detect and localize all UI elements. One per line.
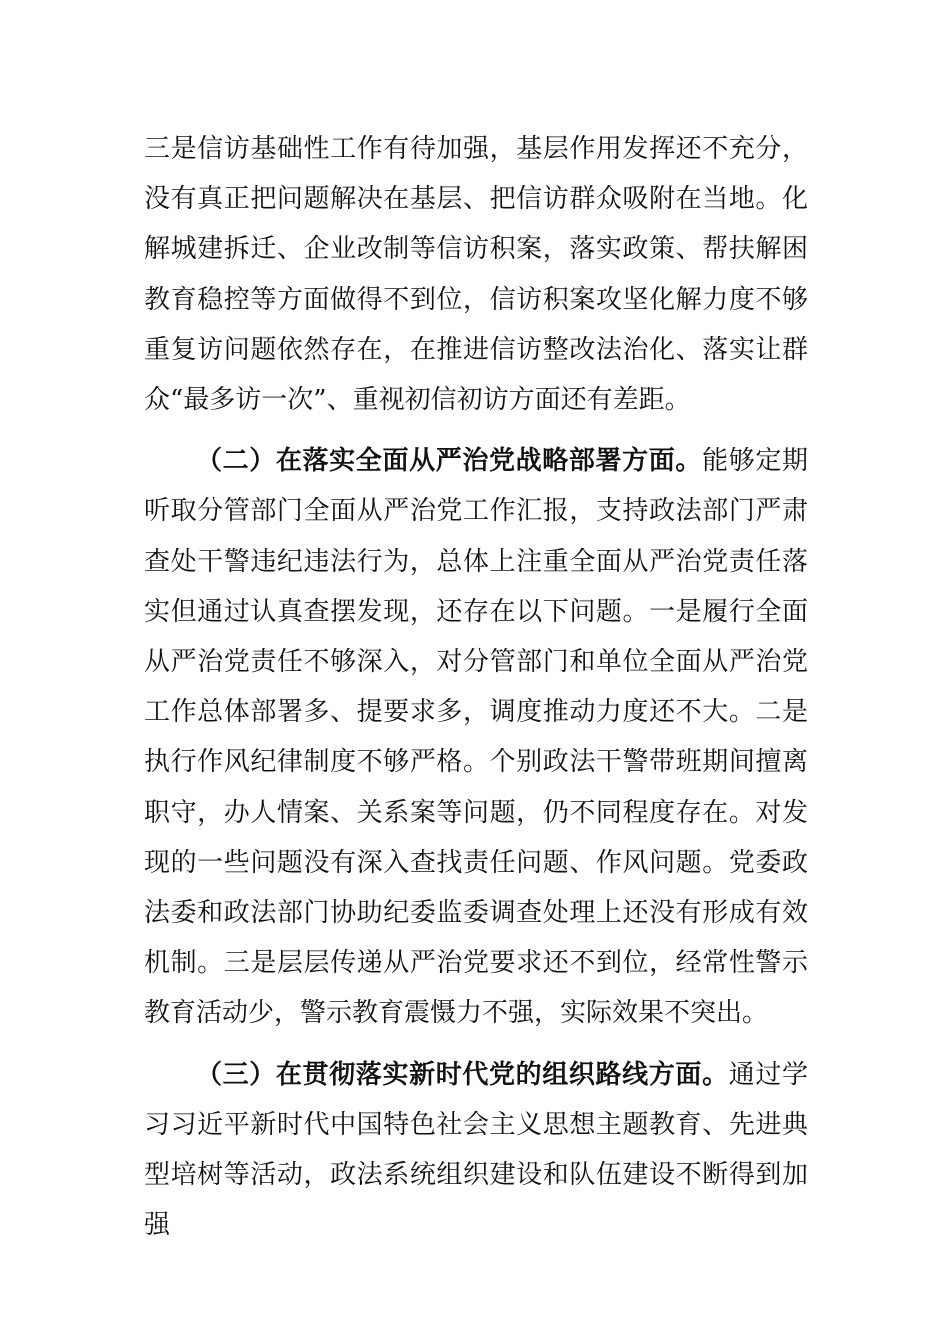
- section-heading-2: （二）在落实全面从严治党战略部署方面。: [196, 446, 703, 477]
- section-heading-3: （三）在贯彻落实新时代党的组织路线方面。: [196, 1059, 729, 1090]
- paragraph-petition-issues: [144, 124, 808, 425]
- paragraph-text: 能够定期听取分管部门全面从严治党工作汇报，支持政法部门严肃查处干警违纪违法行为，总体上注重全面从严治党责任落实但通过认真查摆发现，还存在以下问题。一是履行全面从严治党责任不够深入，对分管部门和单位全面从严治党工作总体部署多、提要求多，调度推动力度还不大。二是执行作风纪律制度不够严格。个别政法干警带班期间擅离职守，办人情案、关系案等问题，仍不同程度存在。对发现的一些问题没有深入查找责任问题、作风问题。党委政法委和政法部门协助纪委监委调查处理上还没有形成有效机制。三是层层传递从严治党要求还不到位，经常性警示教育活动少，警示教育震慑力不强，实际效果不突出。: [144, 446, 808, 1029]
- paragraph-party-discipline: [144, 436, 808, 1038]
- paragraph-organization-line: [144, 1050, 808, 1251]
- document-page: [144, 124, 808, 1250]
- paragraph-text: 三是信访基础性工作有待加强，基层作用发挥还不充分，没有真正把问题解决在基层、把信访群众吸附在当地。化解城建拆迁、企业改制等信访积案，落实政策、帮扶解困教育稳控等方面做得不到位，信访积案攻坚化解力度不够重复访问题依然存在，在推进信访整改法治化、落实让群众“最多访一次”、重视初信初访方面还有差距。: [144, 134, 808, 416]
- paragraph-text: 通过学习习近平新时代中国特色社会主义思想主题教育、先进典型培树等活动，政法系统组织建设和队伍建设不断得到加强: [144, 1059, 808, 1241]
